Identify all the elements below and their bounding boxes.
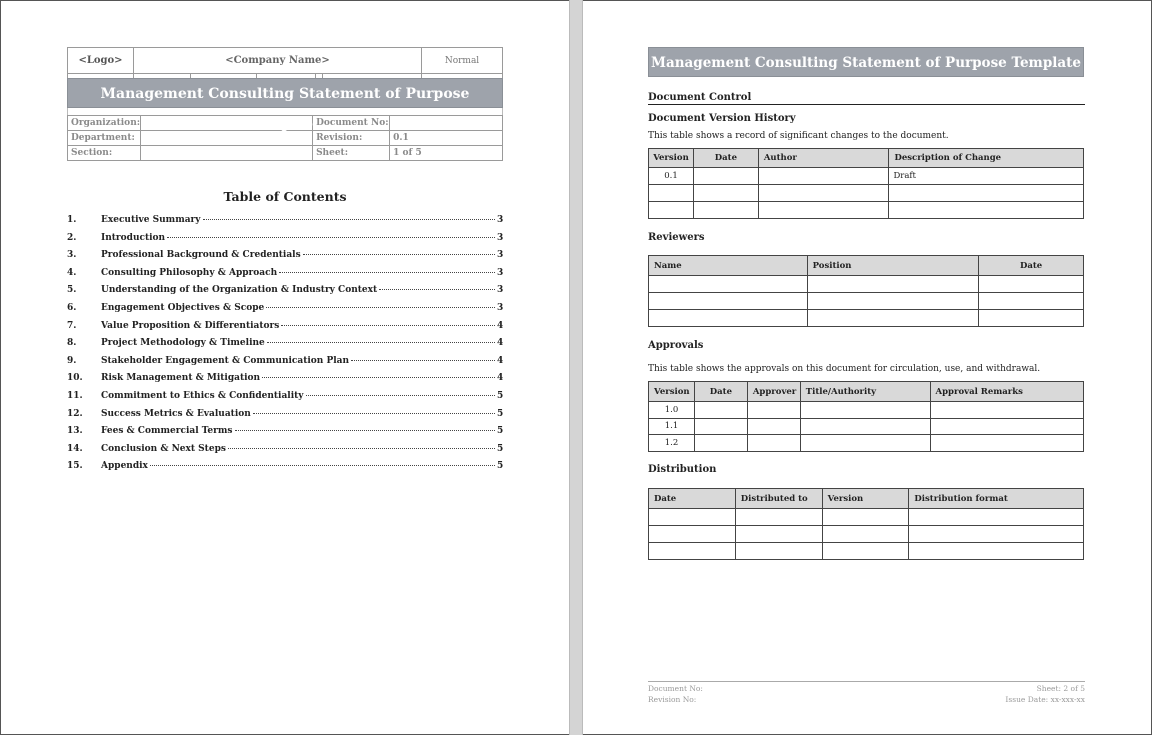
meta-label: Department:	[68, 131, 141, 146]
meta-value	[390, 116, 503, 131]
column-header: Date	[693, 149, 758, 168]
toc-number: 1.	[67, 215, 77, 225]
table-cell[interactable]	[807, 293, 979, 310]
table-cell[interactable]	[889, 185, 1084, 202]
toc-item[interactable]	[67, 268, 503, 286]
toc-leader	[235, 430, 496, 431]
page-footer	[648, 681, 1085, 706]
toc-text: Risk Management & Mitigation	[101, 373, 261, 384]
table-cell[interactable]	[649, 543, 736, 560]
toc-page: 4	[497, 355, 504, 366]
toc-page: 3	[497, 250, 504, 261]
toc-leader	[228, 448, 495, 449]
table-cell[interactable]	[909, 509, 1084, 526]
toc-number: 9.	[67, 355, 77, 366]
column-header: Approval Remarks	[930, 382, 1084, 402]
distribution-table	[648, 488, 1084, 560]
toc-text: Success Metrics & Evaluation	[101, 408, 251, 419]
table-cell[interactable]	[747, 435, 800, 452]
toc-leader	[281, 325, 495, 326]
table-cell[interactable]	[930, 435, 1084, 452]
toc-number: 6.	[67, 302, 77, 313]
toc-text: Engagement Objectives & Scope	[101, 302, 265, 313]
toc-leader	[379, 289, 495, 290]
table-cell[interactable]	[758, 168, 889, 185]
toc-page: 5	[497, 390, 504, 401]
toc-item[interactable]	[67, 303, 503, 321]
toc-text: Commitment to Ethics & Confidentiality	[101, 390, 304, 401]
toc-leader	[279, 272, 495, 273]
table-cell[interactable]	[758, 185, 889, 202]
meta-label: Sheet:	[313, 146, 390, 161]
column-header: Date	[979, 256, 1084, 276]
toc-item[interactable]	[67, 321, 503, 339]
toc-number: 10.	[67, 373, 83, 384]
toc-item[interactable]	[67, 356, 503, 374]
toc-leader	[266, 307, 495, 308]
toc-leader	[303, 254, 495, 255]
logo-placeholder: <Logo>	[68, 48, 134, 74]
toc-text: Fees & Commercial Terms	[101, 426, 233, 437]
toc-leader	[351, 360, 495, 361]
toc-item[interactable]	[67, 233, 503, 251]
table-row	[649, 526, 1084, 543]
footer-doc-no: Document No:	[648, 684, 703, 693]
table-cell[interactable]	[649, 509, 736, 526]
table-cell[interactable]	[930, 402, 1084, 419]
table-cell[interactable]	[822, 526, 909, 543]
toc-text: Professional Background & Credentials	[101, 250, 301, 261]
toc-page: 3	[497, 232, 504, 243]
column-header: Distributed to	[735, 489, 822, 509]
toc-page: 4	[497, 373, 504, 384]
page-gutter	[569, 0, 583, 735]
toc-leader	[262, 377, 495, 378]
table-row	[649, 402, 1084, 419]
toc-item[interactable]	[67, 250, 503, 268]
toc-item[interactable]	[67, 409, 503, 427]
page-2-title: Management Consulting Statement of Purpose Template	[648, 47, 1084, 77]
toc-text: Value Proposition & Differentiators	[101, 320, 280, 331]
toc-leader	[167, 237, 495, 238]
table-cell[interactable]	[807, 310, 979, 327]
table-cell[interactable]	[807, 276, 979, 293]
toc-page: 5	[497, 443, 504, 454]
column-header: Approver	[747, 382, 800, 402]
table-header-row	[649, 149, 1084, 168]
table-cell[interactable]	[649, 293, 808, 310]
table-cell[interactable]	[909, 543, 1084, 560]
table-row	[649, 293, 1084, 310]
toc-leader	[203, 219, 495, 220]
toc-leader	[306, 395, 495, 396]
table-cell[interactable]	[747, 402, 800, 419]
table-row	[649, 509, 1084, 526]
footer-sheet: Sheet: 2 of 5	[1036, 684, 1085, 693]
column-header: Date	[694, 382, 747, 402]
toc-number: 14.	[67, 443, 83, 454]
table-cell[interactable]: Draft	[889, 168, 1084, 185]
column-header: Version	[649, 149, 694, 168]
table-cell[interactable]	[694, 402, 747, 419]
table-cell[interactable]: 1.1	[649, 418, 695, 435]
table-cell[interactable]	[979, 276, 1084, 293]
meta-label: Organization:	[68, 116, 141, 131]
meta-label: Revision:	[313, 131, 390, 146]
column-header: Version	[822, 489, 909, 509]
table-cell[interactable]	[649, 185, 694, 202]
toc-number: 15.	[67, 461, 83, 472]
distribution-heading: Distribution	[648, 464, 717, 475]
toc-page: 5	[497, 426, 504, 437]
toc-text: Executive Summary	[101, 215, 201, 225]
meta-label: Section:	[68, 146, 141, 161]
meta-row	[68, 146, 503, 161]
table-cell[interactable]	[694, 418, 747, 435]
toc-page: 4	[497, 338, 504, 349]
column-header: Author	[758, 149, 889, 168]
table-cell[interactable]	[649, 276, 808, 293]
table-header-row	[649, 256, 1084, 276]
toc-text: Stakeholder Engagement & Communication Plan	[101, 355, 350, 366]
table-cell[interactable]	[800, 402, 930, 419]
table-row	[649, 435, 1084, 452]
table-row	[649, 168, 1084, 185]
meta-value: 0.1	[390, 131, 503, 146]
toc-text: Appendix	[101, 461, 148, 472]
table-cell[interactable]	[694, 435, 747, 452]
toc-item[interactable]	[67, 391, 503, 409]
toc-text: Introduction	[101, 232, 166, 243]
toc-page: 4	[497, 320, 504, 331]
table-cell[interactable]	[979, 310, 1084, 327]
toc-number: 8.	[67, 338, 77, 349]
table-cell[interactable]	[758, 202, 889, 219]
document-header	[67, 47, 503, 161]
header-divider	[67, 74, 503, 78]
table-of-contents	[67, 215, 503, 479]
toc-item[interactable]	[67, 338, 503, 356]
column-header: Date	[649, 489, 736, 509]
toc-number: 2.	[67, 232, 77, 243]
table-cell[interactable]	[693, 185, 758, 202]
table-row	[649, 543, 1084, 560]
toc-text: Conclusion & Next Steps	[101, 443, 226, 454]
toc-title: Table of Contents	[223, 189, 347, 204]
document-title: Management Consulting Statement of Purpose Template	[67, 78, 503, 108]
approvals-description: This table shows the approvals on this document for circulation, use, and withdrawal.	[648, 364, 1041, 374]
toc-number: 11.	[67, 390, 83, 401]
toc-item[interactable]	[67, 426, 503, 444]
table-cell[interactable]: 1.2	[649, 435, 695, 452]
toc-item[interactable]	[67, 373, 503, 391]
table-cell[interactable]	[979, 293, 1084, 310]
toc-item[interactable]	[67, 215, 503, 233]
toc-text: Project Methodology & Timeline	[101, 338, 265, 349]
table-cell[interactable]	[693, 168, 758, 185]
toc-page: 5	[497, 408, 504, 419]
approvals-table	[648, 381, 1084, 452]
toc-number: 3.	[67, 250, 77, 261]
table-cell[interactable]: 0.1	[649, 168, 694, 185]
toc-text: Understanding of the Organization & Industry Context	[101, 285, 378, 296]
reviewers-table	[648, 255, 1084, 327]
meta-value	[141, 146, 313, 161]
table-header-row	[649, 382, 1084, 402]
column-header: Title/Authority	[800, 382, 930, 402]
table-row	[649, 276, 1084, 293]
table-row	[649, 202, 1084, 219]
toc-leader	[253, 413, 495, 414]
version-history-table	[648, 148, 1084, 219]
toc-number: 13.	[67, 426, 83, 437]
toc-page: 3	[497, 302, 504, 313]
table-cell[interactable]	[735, 526, 822, 543]
toc-text: Consulting Philosophy & Approach	[101, 267, 278, 278]
column-header: Position	[807, 256, 979, 276]
toc-number: 12.	[67, 408, 83, 419]
toc-page: 5	[497, 461, 504, 472]
document-control-heading: Document Control	[648, 92, 1085, 105]
column-header: Distribution format	[909, 489, 1084, 509]
style-label: Normal	[422, 48, 503, 74]
table-cell[interactable]	[735, 509, 822, 526]
table-cell[interactable]	[693, 202, 758, 219]
table-cell[interactable]	[747, 418, 800, 435]
toc-item[interactable]	[67, 444, 503, 462]
table-row	[649, 418, 1084, 435]
toc-number: 7.	[67, 320, 77, 331]
table-cell[interactable]	[822, 543, 909, 560]
table-cell[interactable]	[649, 202, 694, 219]
table-cell[interactable]	[822, 509, 909, 526]
toc-item[interactable]	[67, 285, 503, 303]
column-header: Version	[649, 382, 695, 402]
toc-leader	[150, 465, 495, 466]
table-header-row	[649, 489, 1084, 509]
version-history-heading: Document Version History	[648, 113, 796, 124]
table-cell[interactable]	[909, 526, 1084, 543]
toc-page: 3	[497, 267, 504, 278]
table-cell[interactable]	[800, 418, 930, 435]
column-header: Name	[649, 256, 808, 276]
table-row	[649, 310, 1084, 327]
version-history-description: This table shows a record of significant changes to the document.	[648, 131, 949, 141]
table-cell[interactable]: 1.0	[649, 402, 695, 419]
toc-number: 4.	[67, 267, 77, 278]
toc-page: 3	[497, 285, 504, 296]
table-cell[interactable]	[649, 310, 808, 327]
table-cell[interactable]	[800, 435, 930, 452]
company-name: <Company Name>	[134, 48, 422, 74]
toc-item[interactable]	[67, 461, 503, 479]
approvals-heading: Approvals	[648, 340, 704, 351]
footer-issue-date: Issue Date: xx-xxx-xx	[1005, 695, 1085, 704]
reviewers-heading: Reviewers	[648, 232, 705, 243]
toc-number: 5.	[67, 285, 77, 296]
toc-page: 3	[497, 215, 504, 225]
table-cell[interactable]	[889, 202, 1084, 219]
column-header: Description of Change	[889, 149, 1084, 168]
toc-leader	[267, 342, 495, 343]
table-row	[649, 185, 1084, 202]
footer-revision-no: Revision No:	[648, 695, 697, 704]
table-cell[interactable]	[930, 418, 1084, 435]
table-cell[interactable]	[735, 543, 822, 560]
meta-value: 1 of 5	[390, 146, 503, 161]
table-cell[interactable]	[649, 526, 736, 543]
meta-label: Document No:	[313, 116, 390, 131]
